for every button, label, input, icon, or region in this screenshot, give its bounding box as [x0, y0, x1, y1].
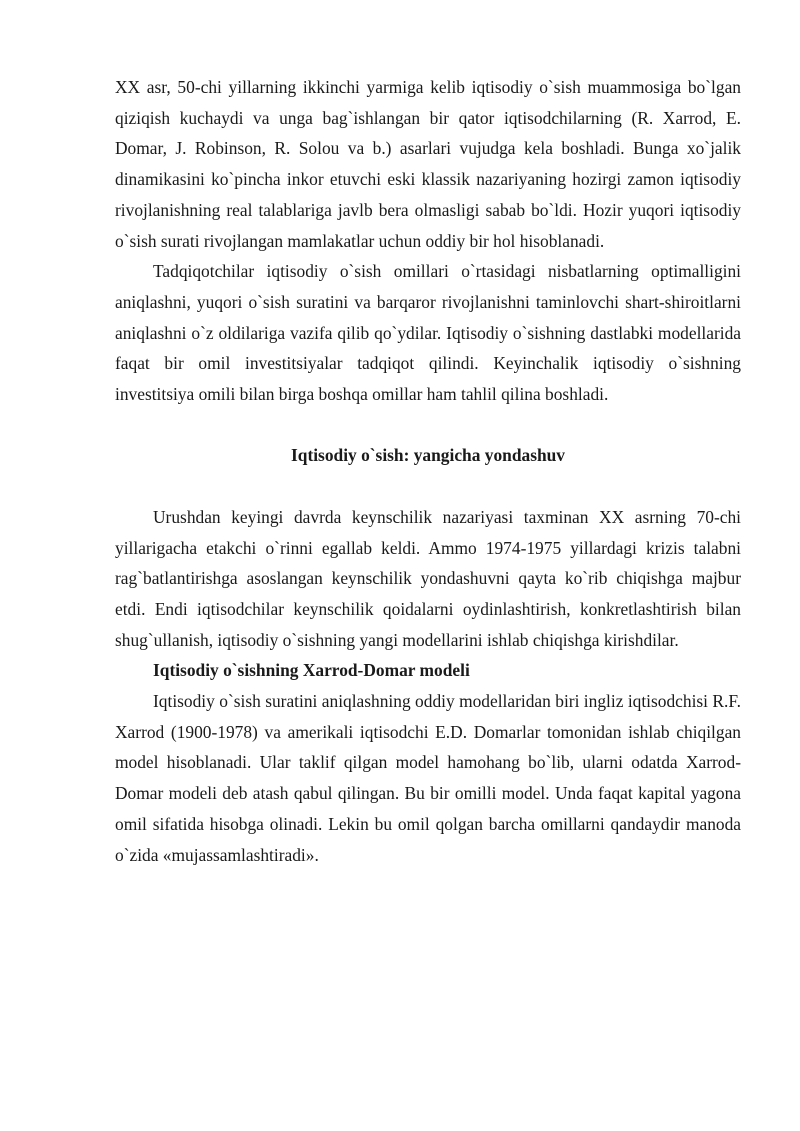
- spacer: [115, 410, 741, 441]
- paragraph-keynesian: Urushdan keyingi davrda keynschilik nazariyasi taxminan XX asrning 70-chi yillarigacha etakchi o`rinni egallab keldi. Ammo 1974-1975 yillardagi krizis talabni rag`batlantirishga asoslangan keynschilik yondashuvni qayta ko`rib chiqishga majbur etdi. Endi iqtisodchilar keynschilik qoidalarni oydinlashtirish, konkretlashtirish bilan shug`ullanish, iqtisodiy o`sishning yangi modellarini ishlab chiqishga kirishdilar.: [115, 506, 741, 650]
- spacer: [115, 471, 741, 502]
- document-page: [115, 72, 741, 870]
- paragraph-intro: XX asr, 50-chi yillarning ikkinchi yarmiga kelib iqtisodiy o`sish muammosiga bo`lgan qiziqish kuchaydi va unga bag`ishlangan bir qator iqtisodchilarning (R. Xarrod, E. Domar, J. Robinson, R. Solou va b.) asarlari vujudga kela boshladi. Bunga xo`jalik dinamikasini ko`pincha inkor etuvchi eski klassik nazariyaning hozirgi zamon iqtisodiy rivojlanishning real talablariga javlb bera olmasligi sabab bo`ldi. Hozir yuqori iqtisodiy o`sish surati rivojlangan mamlakatlar uchun oddiy bir hol hisoblanadi.: [115, 77, 741, 251]
- subsection-heading: Iqtisodiy o`sishning Xarrod-Domar modeli: [153, 660, 470, 681]
- paragraph-harrod-domar: Iqtisodiy o`sish suratini aniqlashning oddiy modellaridan biri ingliz iqtisodchisi R.F. Xarrod (1900-1978) va amerikali iqtisodchi E.D. Domarlar tomonidan ishlab chiqilgan model hisoblanadi. Ular taklif qilgan model hamohang bo`lib, ularni odatda Xarrod-Domar modeli deb atash qabul qilingan. Bu bir omilli model. Unda faqat kapital yagona omil sifatida hisobga olinadi. Lekin bu omil qolgan barcha omillarni qandaydir manoda o`zida «mujassamlashtiradi».: [115, 691, 741, 865]
- paragraph-researchers: Tadqiqotchilar iqtisodiy o`sish omillari o`rtasidagi nisbatlarning optimalligini aniqlashni, yuqori o`sish suratini va barqaror rivojlanishni taminlovchi shart-shiroitlarni aniqlashni o`z oldilariga vazifa qilib qo`ydilar. Iqtisodiy o`sishning dastlabki modellarida faqat bir omil investitsiyalar tadqiqot qilindi. Keyinchalik iqtisodiy o`sishning investitsiya omili bilan birga boshqa omillar ham tahlil qilina boshladi.: [115, 261, 741, 405]
- section-heading: Iqtisodiy o`sish: yangicha yondashuv: [291, 445, 565, 466]
